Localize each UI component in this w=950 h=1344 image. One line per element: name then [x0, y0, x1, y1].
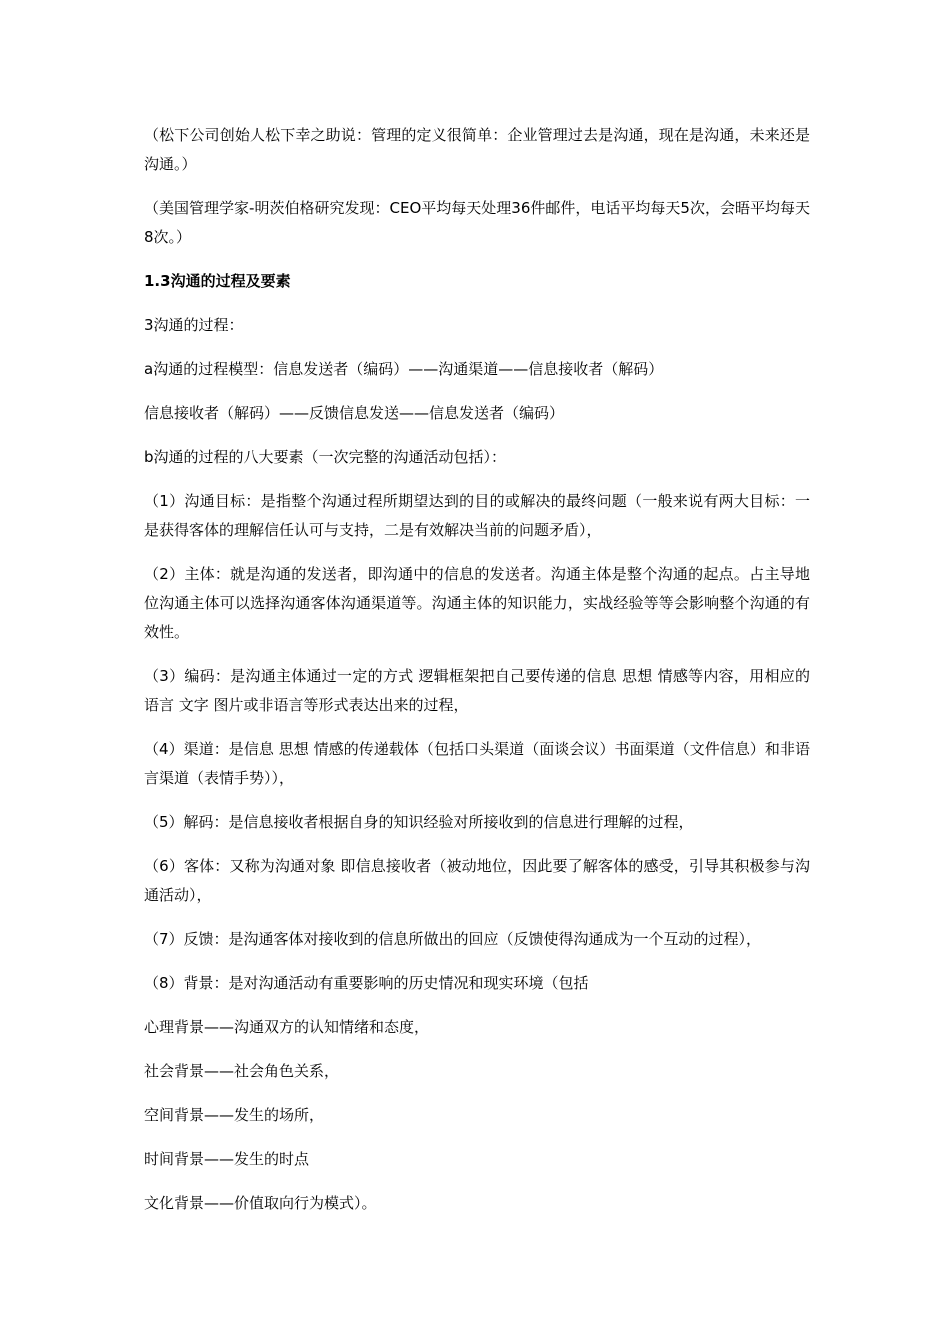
paragraph-process-title: 3沟通的过程： — [144, 316, 244, 334]
paragraph-element-background: （8）背景：是对沟通活动有重要影响的历史情况和现实环境（包括 — [144, 974, 589, 992]
paragraph-background-culture: 文化背景——价值取向行为模式）。 — [144, 1194, 377, 1212]
paragraph-element-feedback: （7）反馈：是沟通客体对接收到的信息所做出的回应（反馈使得沟通成为一个互动的过程）， — [144, 930, 762, 948]
paragraph-background-social: 社会背景——社会角色关系， — [144, 1062, 340, 1080]
paragraph-element-encoding: （3）编码：是沟通主体通过一定的方式 逻辑框架把自己要传递的信息 思想 情感等内容，用相应的语言 文字 图片或非语言等形式表达出来的过程， — [144, 667, 810, 714]
paragraph-process-model: a沟通的过程模型：信息发送者（编码）——沟通渠道——信息接收者（解码） — [144, 360, 664, 378]
paragraph-background-psychological: 心理背景——沟通双方的认知情绪和态度， — [144, 1018, 430, 1036]
document-body — [144, 121, 810, 1233]
paragraph-elements-title: b沟通的过程的八大要素（一次完整的沟通活动包括）： — [144, 448, 507, 466]
section-heading: 1.3沟通的过程及要素 — [144, 272, 291, 290]
paragraph-background-time: 时间背景——发生的时点 — [144, 1150, 310, 1168]
paragraph-element-object: （6）客体：又称为沟通对象 即信息接收者（被动地位，因此要了解客体的感受，引导其积极参与沟通活动）， — [144, 857, 810, 904]
paragraph-background-space: 空间背景——发生的场所， — [144, 1106, 325, 1124]
paragraph-element-channel: （4）渠道：是信息 思想 情感的传递载体（包括口头渠道（面谈会议）书面渠道（文件信息）和非语言渠道（表情手势））， — [144, 740, 810, 787]
paragraph-element-goal: （1）沟通目标：是指整个沟通过程所期望达到的目的或解决的最终问题（一般来说有两大目标：一是获得客体的理解信任认可与支持，二是有效解决当前的问题矛盾）， — [144, 492, 810, 539]
paragraph-element-subject: （2）主体：就是沟通的发送者，即沟通中的信息的发送者。沟通主体是整个沟通的起点。占主导地位沟通主体可以选择沟通客体沟通渠道等。沟通主体的知识能力，实战经验等等会影响整个沟通的有效性。 — [144, 565, 810, 641]
paragraph-element-decoding: （5）解码：是信息接收者根据自身的知识经验对所接收到的信息进行理解的过程， — [144, 813, 694, 831]
paragraph-quote-matsushita: （松下公司创始人松下幸之助说：管理的定义很简单：企业管理过去是沟通，现在是沟通，未来还是沟通。） — [144, 126, 810, 173]
paragraph-quote-mintzberg: （美国管理学家-明茨伯格研究发现：CEO平均每天处理36件邮件，电话平均每天5次，会晤平均每天8次。） — [144, 199, 810, 246]
paragraph-process-feedback: 信息接收者（解码）——反馈信息发送——信息发送者（编码） — [144, 404, 565, 422]
